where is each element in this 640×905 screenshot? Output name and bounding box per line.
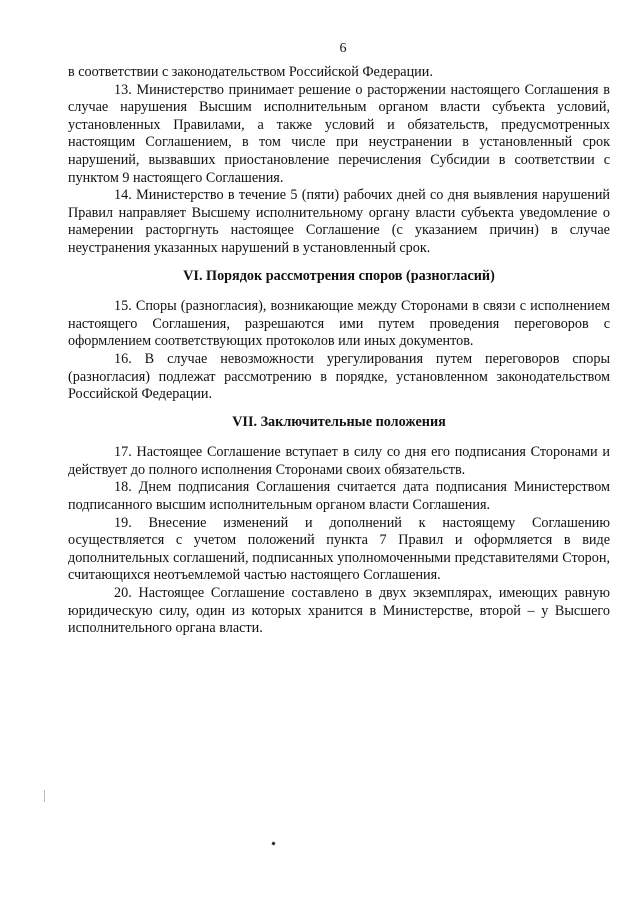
paragraph-13: 13. Министерство принимает решение о расторжении настоящего Соглашения в случае нарушения Высшим исполнительным органом власти субъекта условий, установленных Правилами, а также условий и обязательств, предусмотренных настоящим Соглашением, в том числе при неустранении в установленный срок нарушений, вызвавших приостановление перечисления Субсидии в соответствии с пунктом 9 настоящего Соглашения. bbox=[68, 81, 610, 186]
paragraph-17: 17. Настоящее Соглашение вступает в силу со дня его подписания Сторонами и действует до полного исполнения Сторонами своих обязательств. bbox=[68, 444, 610, 478]
section-6-heading: VI. Порядок рассмотрения споров (разногласий) bbox=[183, 267, 495, 284]
document-page bbox=[68, 40, 610, 638]
paragraph-18: 18. Днем подписания Соглашения считается дата подписания Министерством подписанного высшим исполнительным органом власти Соглашения. bbox=[68, 479, 610, 514]
page-number: 6 bbox=[339, 41, 347, 56]
section-7-heading: VII. Заключительные положения bbox=[232, 413, 446, 430]
scan-speck bbox=[271, 841, 275, 845]
scan-artifact-line bbox=[44, 790, 45, 802]
paragraph-20: 20. Настоящее Соглашение составлено в двух экземплярах, имеющих равную юридическую силу, один из которых хранится в Министерстве, второй – у Высшего исполнительного органа власти. bbox=[68, 585, 610, 637]
paragraph-15: 15. Споры (разногласия), возникающие между Сторонами в связи с исполнением настоящего Соглашения, разрешаются ими путем проведения переговоров с оформлением соответствующих протоколов или иных документов. bbox=[68, 298, 610, 350]
paragraph-continuation: в соответствии с законодательством Российской Федерации. bbox=[68, 64, 433, 80]
paragraph-16: 16. В случае невозможности урегулирования путем переговоров споры (разногласия) подлежат рассмотрению в порядке, установленном законодательством Российской Федерации. bbox=[68, 350, 610, 403]
paragraph-19: 19. Внесение изменений и дополнений к настоящему Соглашению осуществляется с учетом положений пункта 7 Правил и оформляется в виде дополнительных соглашений, подписанных уполномоченными представителями Сторон, считающихся неотъемлемой частью настоящего Соглашения. bbox=[68, 514, 610, 584]
paragraph-14: 14. Министерство в течение 5 (пяти) рабочих дней со дня выявления нарушений Правил направляет Высшему исполнительному органу власти субъекта уведомление о намерении расторгнуть настоящее Соглашение (с указанием причин) в случае неустранения указанных нарушений в установленный срок. bbox=[68, 187, 610, 256]
